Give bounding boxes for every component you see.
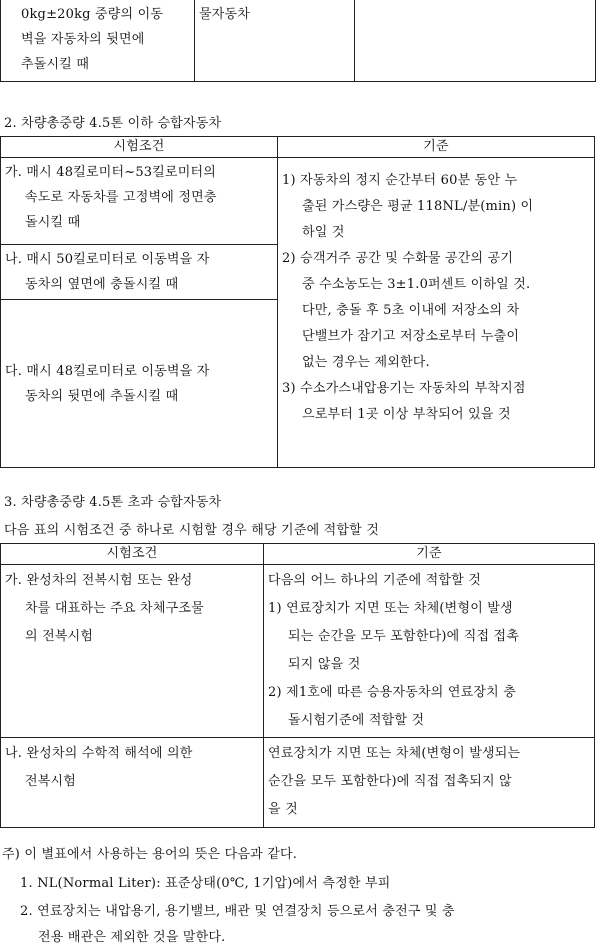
condition-line: 차를 대표하는 주요 차체구조물 [25,601,204,616]
note-item-2-cont: 전용 배관은 제외한 것을 말한다. [38,930,226,945]
top-condition-line: 추돌시킬 때 [21,57,90,72]
section2-condition-a [1,158,278,245]
criteria-line: 중 수소농도는 3±1.0퍼센트 이하일 것. [302,277,531,292]
condition-line: 의 전복시험 [25,629,94,644]
condition-line: 가. 매시 48킬로미터~53킬로미터의 [5,165,217,180]
criteria-line: 3) 수소가스내압용기는 자동차의 부착지점 [282,381,526,396]
section2-table [0,136,595,468]
criteria-line: 다만, 충돌 후 5초 이내에 저장소의 차 [302,303,520,318]
criteria-line: 으로부터 1곳 이상 부착되어 있을 것 [302,407,511,422]
criteria-line: 되지 않을 것 [288,657,361,672]
criteria-line: 1) 자동차의 정지 순간부터 60분 동안 누 [282,173,518,188]
section2-condition-c [1,300,278,468]
section3-condition-a [1,565,264,738]
condition-line: 다. 매시 48킬로미터로 이동벽을 자 [5,363,210,379]
top-table [0,0,596,82]
top-condition-line: 벽을 자동차의 뒷면에 [21,32,145,47]
criteria-line: 없는 경우는 제외한다. [302,355,430,370]
top-condition-line: 0kg±20kg 중량의 이동 [21,7,164,22]
top-condition-cell [1,0,195,82]
section3-condition-b [1,738,264,828]
condition-line: 전복시험 [25,774,77,789]
criteria-line: 되는 순간을 모두 포함한다)에 직접 접촉 [288,629,520,644]
top-vehicle-text: 물자동차 [199,7,251,22]
note-item-1: 1. NL(Normal Liter): 표준상태(0℃, 1기압)에서 측정한 부피 [20,876,391,891]
section2-condition-header: 시험조건 [1,137,278,158]
criteria-line: 하일 것 [302,225,345,240]
section3-table [0,543,595,828]
note-item-2: 2. 연료장치는 내압용기, 용기밸브, 배관 및 연결장치 등으로서 충전구 및 충 [20,904,455,919]
criteria-line: 출된 가스량은 평균 118NL/분(min) 이 [302,199,534,214]
notes-title: 주) 이 별표에서 사용하는 용어의 뜻은 다음과 같다. [2,847,298,862]
criteria-line: 다음의 어느 하나의 기준에 적합할 것 [268,573,482,588]
criteria-line: 돌시험기준에 적합할 것 [288,713,425,728]
section3-criteria-a [264,565,595,738]
condition-line: 나. 매시 50킬로미터로 이동벽을 자 [5,252,210,267]
section2-criteria-header: 기준 [278,137,595,158]
section3-intro: 다음 표의 시험조건 중 하나로 시험할 경우 해당 기준에 적합할 것 [4,523,380,538]
criteria-line: 2) 승객거주 공간 및 수화물 공간의 공기 [282,251,514,266]
criteria-line: 1) 연료장치가 지면 또는 차체(변형이 발생 [268,601,513,616]
condition-line: 속도로 자동차를 고정벽에 정면충 [25,190,217,205]
condition-line: 가. 완성차의 전복시험 또는 완성 [5,573,193,588]
top-criteria-cell [355,0,596,82]
top-vehicle-cell [195,0,355,82]
section3-criteria-header: 기준 [264,544,595,565]
section3-condition-header: 시험조건 [1,544,264,565]
section2-heading: 2. 차량총중량 4.5톤 이하 승합자동차 [4,116,222,131]
criteria-line: 2) 제1호에 따른 승용자동차의 연료장치 충 [268,685,517,700]
criteria-line: 단밸브가 잠기고 저장소로부터 누출이 [302,329,520,344]
section2-criteria-cell [278,158,595,468]
condition-line: 동차의 옆면에 충돌시킬 때 [25,277,179,292]
condition-line: 돌시킬 때 [25,215,81,230]
condition-line: 동차의 뒷면에 추돌시킬 때 [25,388,179,404]
section2-condition-b [1,245,278,300]
section3-criteria-b [264,738,595,828]
criteria-line: 을 것 [268,802,298,817]
condition-line: 나. 완성차의 수학적 해석에 의한 [5,746,193,761]
criteria-line: 순간을 모두 포함한다)에 직접 접촉되지 않 [268,774,512,789]
section3-heading: 3. 차량총중량 4.5톤 초과 승합자동차 [4,495,222,510]
criteria-line: 연료장치가 지면 또는 차체(변형이 발생되는 [268,746,521,761]
